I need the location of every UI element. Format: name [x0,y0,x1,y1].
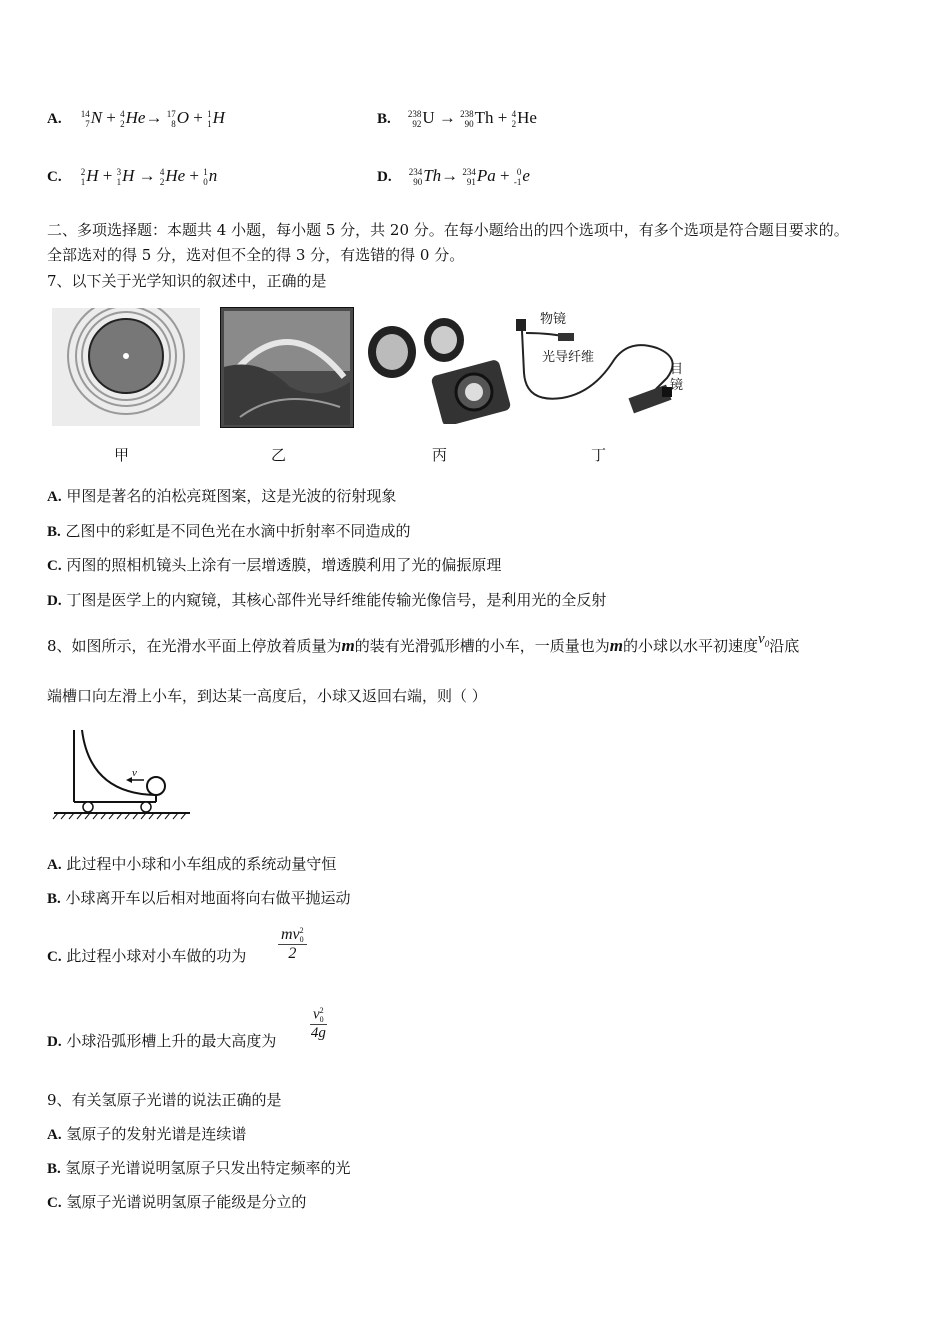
q6-option-a [47,108,225,129]
q7-stem: 7、以下关于光学知识的叙述中，正确的是 [47,272,327,290]
q7-option-a: A. 甲图是著名的泊松亮斑图案，这是光波的衍射现象 [47,487,397,505]
option-label: A. [47,111,62,127]
q8-c-fraction: mv 2 0 2 [278,926,307,963]
camera-lens-image [364,312,514,424]
q8-d-fraction: v 2 0 4g [310,1006,326,1041]
label-eyepiece-1: 目 [670,362,684,377]
caption-bing: 丙 [432,446,448,464]
option-label: C. [47,169,62,185]
q8-stem-line2: 端槽口向左滑上小车，到达某一高度后，小球又返回右端，则（ ） [47,687,487,705]
formula-b: 238 92 U → 238 90 Th + 4 2 He [407,108,537,130]
q7-option-c: C. 丙图的照相机镜头上涂有一层增透膜，增透膜利用了光的偏振原理 [47,556,502,574]
cart-diagram [52,722,194,822]
section-heading-line2: 全部选对的得 5 分，选对但不全的得 3 分，有选错的得 0 分。 [47,246,465,264]
section-heading-line1: 二、多项选择题：本题共 4 小题，每小题 5 分，共 20 分。在每小题给出的四个选项中，有多个选项是符合题目要求的。 [47,221,849,239]
q8-option-a: A. 此过程中小球和小车组成的系统动量守恒 [47,855,337,873]
option-label: B. [377,111,391,127]
q9-stem: 9、有关氢原子光谱的说法正确的是 [47,1091,282,1109]
poisson-spot-image [52,308,200,426]
label-fiber: 光导纤维 [542,350,595,365]
option-label: D. [377,169,392,185]
q6-option-d [377,166,530,187]
caption-ding: 丁 [591,446,607,464]
caption-jia: 甲 [114,446,130,464]
q8-option-b: B. 小球离开车以后相对地面将向右做平抛运动 [47,889,351,907]
q8-option-d: D. 小球沿弧形槽上升的最大高度为 [47,1032,277,1050]
q9-option-a: A. 氢原子的发射光谱是连续谱 [47,1125,247,1143]
formula-d: 234 90 Th→ 234 91 Pa + 0 -1 e [408,166,530,188]
label-objective: 物镜 [540,312,567,327]
caption-yi: 乙 [271,446,287,464]
q8-option-c: C. 此过程小球对小车做的功为 [47,947,247,965]
q6-option-c [47,166,217,187]
q8-stem-line1: 8、如图所示，在光滑水平面上停放着质量为m的装有光滑弧形槽的小车，一质量也为m的小球以水平初速度$v_0$沿底 [47,631,800,655]
q7-option-b: B. 乙图中的彩虹是不同色光在水滴中折射率不同造成的 [47,522,411,540]
q7-option-d: D. 丁图是医学上的内窥镜，其核心部件光导纤维能传输光像信号，是利用光的全反射 [47,591,607,609]
label-eyepiece-2: 镜 [670,378,684,393]
formula-a: 14 7 N + 4 2 He→ 17 8 O + 1 1 H [80,108,225,130]
velocity-label: v [132,767,137,779]
q9-option-c: C. 氢原子光谱说明氢原子能级是分立的 [47,1193,307,1211]
q9-option-b: B. 氢原子光谱说明氢原子只发出特定频率的光 [47,1159,351,1177]
endoscope-image [512,303,694,427]
formula-c: 2 1 H + 3 1 H → 4 2 He + 1 0 n [80,166,218,188]
rainbow-image [220,307,354,428]
q6-option-b [377,108,537,129]
